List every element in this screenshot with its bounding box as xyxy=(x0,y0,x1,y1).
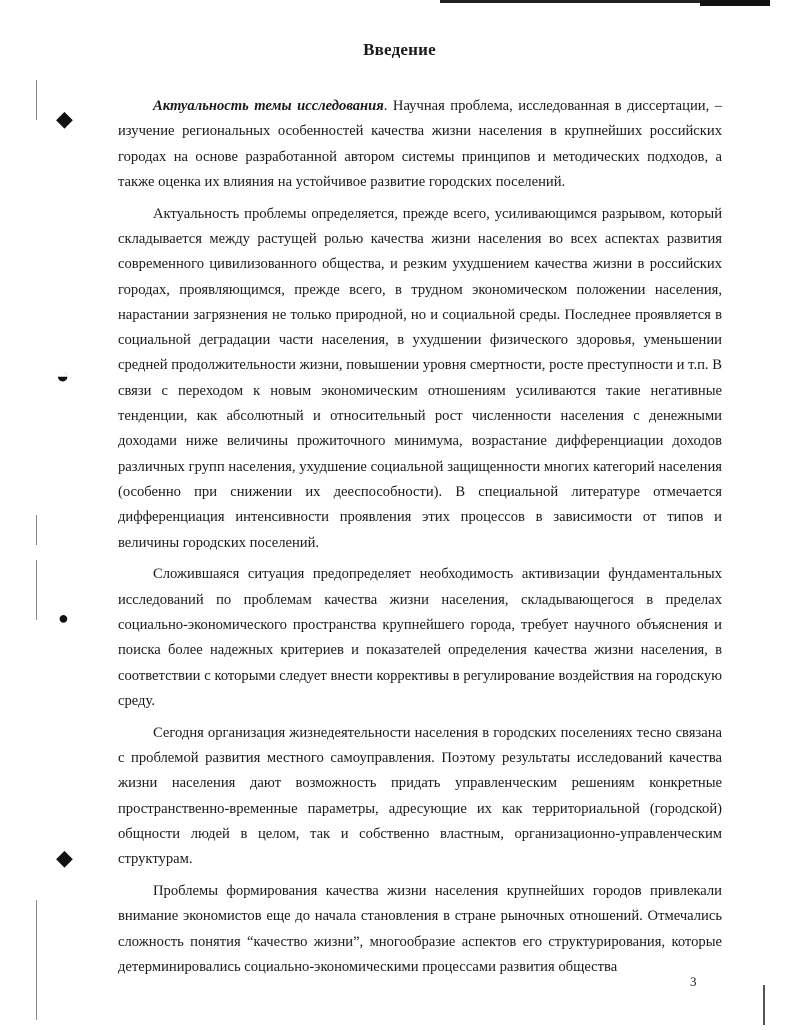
body-text xyxy=(118,94,722,987)
paragraph-text: . Научная проблема, исследованная в диссертации, – изучение региональных особенностей качества жизни населения в крупнейших российских городах на основе разработанной автором системы принципов и методических подходов, а также оценка их влияния на устойчивое развитие городских поселений. xyxy=(118,98,722,190)
binding-hole-icon: ◆ xyxy=(56,845,73,870)
paragraph: Сложившаяся ситуация предопределяет необходимость активизации фундаментальных исследований по проблемам качества жизни населения, складывающегося в пределах социально-экономического пространства крупнейшего города, требует научного объяснения и поиска более надежных критериев и показателей определения качества жизни населения, в соответствии с которыми следует внести коррективы в регулирование воздействия на городскую среду. xyxy=(118,566,722,709)
scan-left-edge-mark xyxy=(36,560,37,620)
paragraph xyxy=(118,94,722,195)
page-title: Введение xyxy=(363,40,436,59)
scan-right-edge-mark xyxy=(763,985,765,1025)
paragraph-lead: Актуальность темы исследования xyxy=(153,98,384,114)
page-number: 3 xyxy=(690,974,697,989)
binding-hole-icon: ● xyxy=(58,608,69,628)
paragraph: Проблемы формирования качества жизни населения крупнейших городов привлекали внимание экономистов еще до начала становления в стране рыночных отношений. Отмечались сложность понятия “качество жизни”, многообразие аспектов его структурирования, которые детерминировались социально-экономическими процессами развития общества xyxy=(118,882,722,975)
paragraph: Сегодня организация жизнедеятельности населения в городских поселениях тесно связана с проблемой развития местного самоуправления. Поэтому результаты исследований качества жизни населения дают возможность придать управленческим решениям конкретные пространственно-временные параметры, адресующие их как территориальной (городской) общности людей в целом, так и собственно властным, организационно-управленческим структурам. xyxy=(118,724,722,868)
paragraph: Актуальность проблемы определяется, прежде всего, усиливающимся разрывом, который складывается между растущей ролью качества жизни населения во всех аспектах развития современного цивилизованного общества, и резким ухудшением качества жизни в российских городах, проявляющимся, прежде всего, в трудном экономическом положении населения, нарастании загрязнения не только природной, но и социальной среды. Последнее проявляется в социальной деградации части населения, в ухудшении физического здоровья, уменьшении средней продолжительности жизни, повышении уровня смертности, росте преступности и т.п. В связи с переходом к новым экономическим отношениям усиливаются такие негативные тенденции, как абсолютный и относительный рост численности населения с денежными доходами ниже величины прожиточного минимума, возрастание дифференциации доходов различных групп населения, ухудшение социальной защищенности многих категорий населения (особенно при снижении их дееспособности). В специальной литературе отмечается дифференциация интенсивности проявления этих процессов в зависимости от типов и величины городских поселений. xyxy=(118,205,722,551)
binding-hole-icon: ◆ xyxy=(56,106,73,131)
scan-top-rule-thick xyxy=(700,0,770,6)
scan-left-edge-mark xyxy=(36,900,37,1020)
scan-left-edge-mark xyxy=(36,80,37,120)
scan-left-edge-mark xyxy=(36,515,37,545)
binding-hole-icon: ◒ xyxy=(56,363,70,388)
